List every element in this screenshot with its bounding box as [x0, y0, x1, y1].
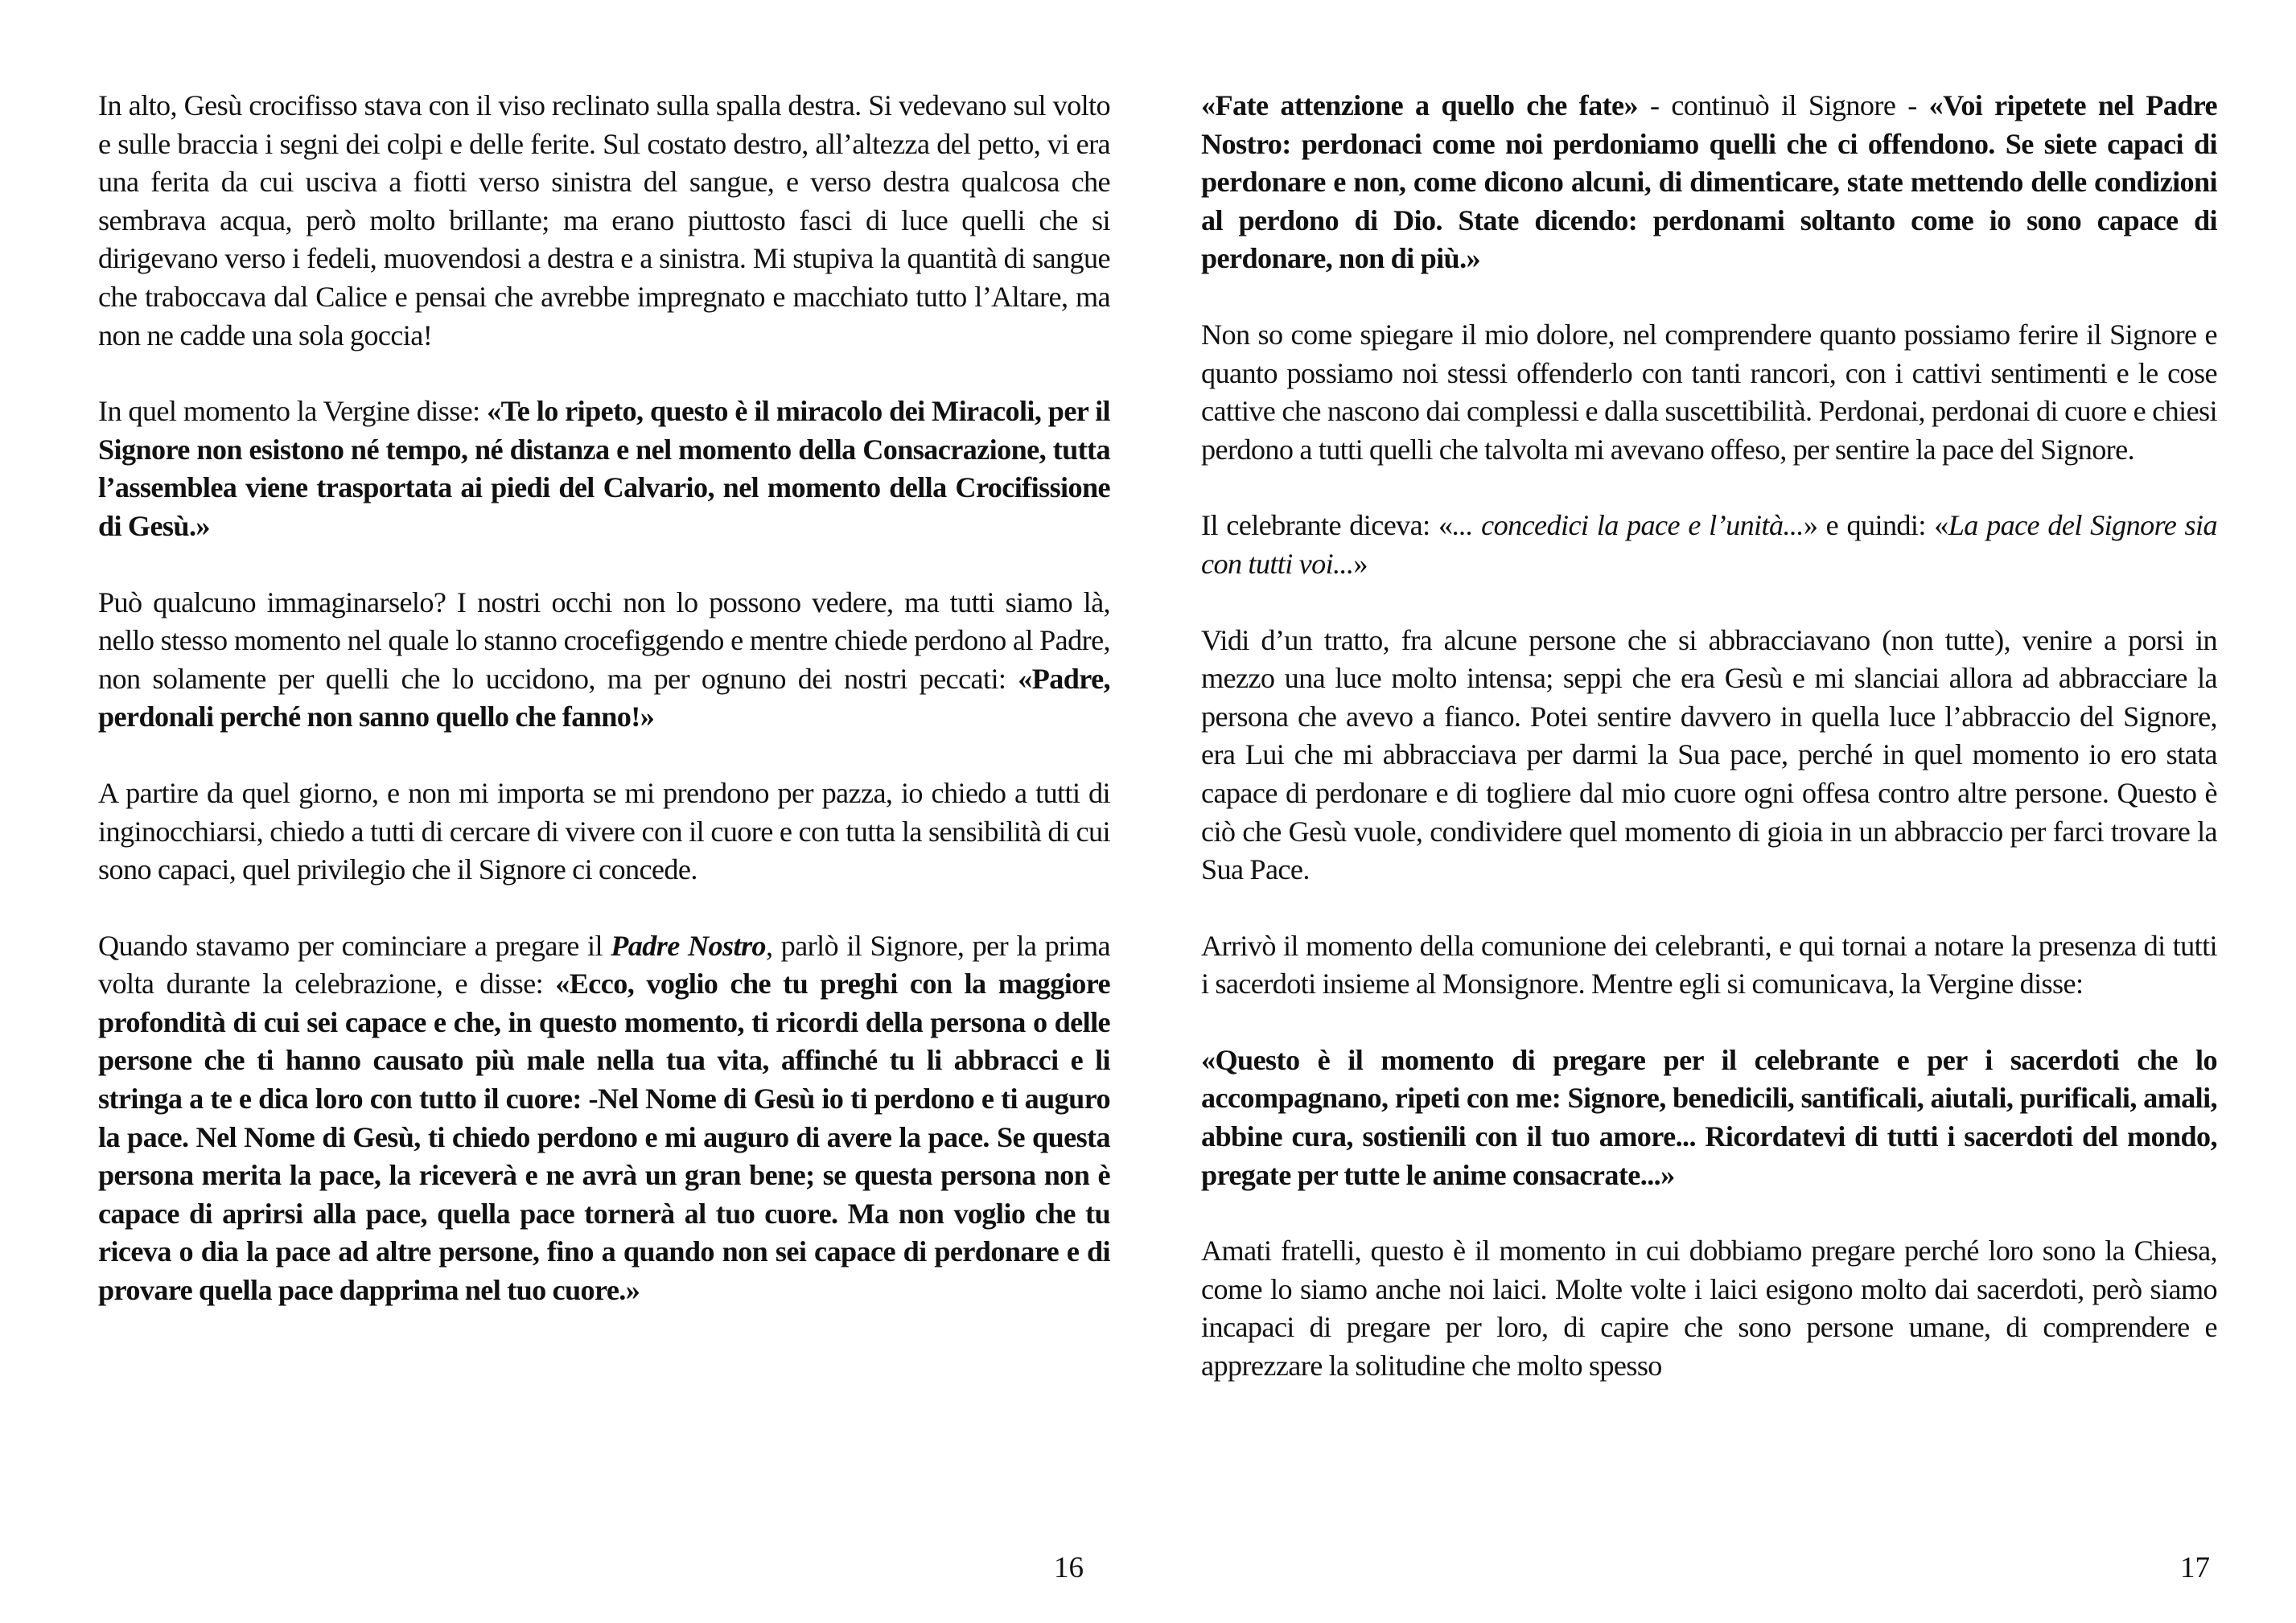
bold-text-run: «Fate attenzione a quello che fate» [1201, 89, 1639, 121]
text-run: Vidi d’un tratto, fra alcune persone che si abbracciavano (non tutte), venire a porsi in mezzo una luce molto intensa; seppi che era Gesù e mi slanciai allora ad abbracciare la persona che avevo a fianco. Potei sentire davvero in quella luce l’abbraccio del Signore, era Lui che mi abbracciava per darmi la Sua pace, perché in quel momento io ero stata capace di perdonare e di togliere dal mio cuore ogni offesa contro altre persone. Questo è ciò che Gesù vuole, condividere quel momento di gioia in un abbraccio per farci trovare la Sua Pace. [1201, 623, 2217, 886]
paragraph [98, 927, 1110, 1310]
text-run: » e quindi: « [1803, 509, 1948, 542]
text-run: , parlò il Signore, per la prima volta durante la celebrazione, e disse: [98, 929, 1110, 1001]
text-run: Il celebrante diceva: « [1201, 509, 1453, 542]
paragraph [1201, 87, 2217, 278]
italic-text-run: La pace del Signore sia con tutti voi... [1201, 509, 2217, 580]
bold-text-run: «Voi ripetete nel Padre Nostro: perdonaci come noi perdoniamo quelli che ci offendono. Se siete capaci di perdonare e non, come dicono alcuni, di dimenticare, state mettendo delle condizioni al perdono di Dio. State dicendo: perdonami soltanto come io sono capace di perdonare, non di più.» [1201, 89, 2217, 275]
bold-text-run: «Ecco, voglio che tu preghi con la maggiore profondità di cui sei capace e che, in questo momento, ti ricordi della persona o delle persone che ti hanno causato più male nella tua vita, affinché tu li abbracci e li stringa a te e dica loro con tutto il cuore: -Nel Nome di Gesù io ti perdono e ti auguro la pace. Nel Nome di Gesù, ti chiedo perdono e mi auguro di avere la pace. Se questa persona merita la pace, la riceverà e ne avrà un gran bene; se questa persona non è capace di aprirsi alla pace, quella pace tornerà al tuo cuore. Ma non voglio che tu riceva o dia la pace ad altre persone, fino a quando non sei capace di perdonare e di provare quella pace dapprima nel tuo cuore.» [98, 968, 1110, 1307]
bold-text-run: «Te lo ripeto, questo è il miracolo dei Miracoli, per il Signore non esistono né tempo, né distanza e nel momento della Consacrazione, tutta l’assemblea viene trasportata ai piedi del Calvario, nel momento della Crocifissione di Gesù.» [98, 395, 1110, 542]
paragraph [98, 392, 1110, 545]
text-run: Amati fratelli, questo è il momento in cui dobbiamo pregare perché loro sono la Chiesa, come lo siamo anche noi laici. Molte volte i laici esigono molto dai sacerdoti, però siamo incapaci di pregare per loro, di capire che sono persone umane, di comprendere e apprezzare la solitudine che molto spesso [1201, 1235, 2217, 1383]
paragraph [98, 775, 1110, 890]
paragraph [1201, 1232, 2217, 1385]
paragraph [98, 584, 1110, 737]
bold-text-run: «Questo è il momento di pregare per il celebrante e per i sacerdoti che lo accompagnano, ripeti con me: Signore, benedicili, santificali, aiutali, purificali, amali, abbine cura, sostienili con il tuo amore... Ricordatevi di tutti i sacerdoti del mondo, pregate per tutte le anime consacrate...» [1201, 1043, 2217, 1191]
text-run: A partire da quel giorno, e non mi importa se mi prendono per pazza, io chiedo a tutti di inginocchiarsi, chiedo a tutti di cercare di vivere con il cuore e con tutta la sensibilità di cui sono capaci, quel privilegio che il Signore ci concede. [98, 776, 1110, 886]
text-run: Può qualcuno immaginarselo? I nostri occhi non lo possono vedere, ma tutti siamo là, nello stesso momento nel quale lo stanno crocefiggendo e mentre chiede perdono al Padre, non solamente per quelli che lo uccidono, ma per ognuno dei nostri peccati: [98, 586, 1110, 695]
page-number-left: 16 [1054, 1551, 1084, 1584]
paragraph [1201, 1042, 2217, 1194]
text-run: In alto, Gesù crocifisso stava con il viso reclinato sulla spalla destra. Si vedevano sul volto e sulle braccia i segni dei colpi e delle ferite. Sul costato destro, all’altezza del petto, vi era una ferita da cui usciva a fiotti verso sinistra del sangue, e verso destra qualcosa che sembrava acqua, però molto brillante; ma erano piuttosto fasci di luce quelli che si dirigevano verso i fedeli, muovendosi a destra e a sinistra. Mi stupiva la quantità di sangue che traboccava dal Calice e pensai che avrebbe impregnato e macchiato tutto l’Altare, ma non ne cadde una sola goccia! [98, 89, 1110, 351]
bold-text-run: «Padre, perdonali perché non sanno quello che fanno!» [98, 662, 1110, 733]
bold-italic-text-run: Padre Nostro [611, 929, 766, 962]
text-run: Arrivò il momento della comunione dei celebranti, e qui tornai a notare la presenza di tutti i sacerdoti insieme al Monsignore. Mentre egli si comunicava, la Vergine disse: [1201, 929, 2217, 1001]
italic-text-run: ... concedici la pace e l’unità... [1452, 509, 1804, 542]
text-run: Quando stavamo per cominciare a pregare il [98, 929, 611, 962]
paragraph [1201, 927, 2217, 1004]
text-run: In quel momento la Vergine disse: [98, 395, 488, 428]
paragraph [98, 87, 1110, 355]
right-page [1148, 0, 2296, 1623]
page-number-right: 17 [2180, 1551, 2210, 1584]
text-run: - continuò il Signore - [1638, 89, 1929, 121]
left-page-text [98, 87, 1110, 1348]
right-page-text [1201, 87, 2217, 1424]
paragraph [1201, 622, 2217, 890]
paragraph [1201, 316, 2217, 469]
paragraph [1201, 507, 2217, 583]
text-run: » [1353, 547, 1368, 580]
text-run: Non so come spiegare il mio dolore, nel comprendere quanto possiamo ferire il Signore e quanto possiamo noi stessi offenderlo con tanti rancori, con i cattivi sentimenti e le cose cattive che nascono dai complessi e dalla suscettibilità. Perdonai, perdonai di cuore e chiesi perdono a tutti quelli che talvolta mi avevano offeso, per sentire la pace del Signore. [1201, 318, 2217, 466]
